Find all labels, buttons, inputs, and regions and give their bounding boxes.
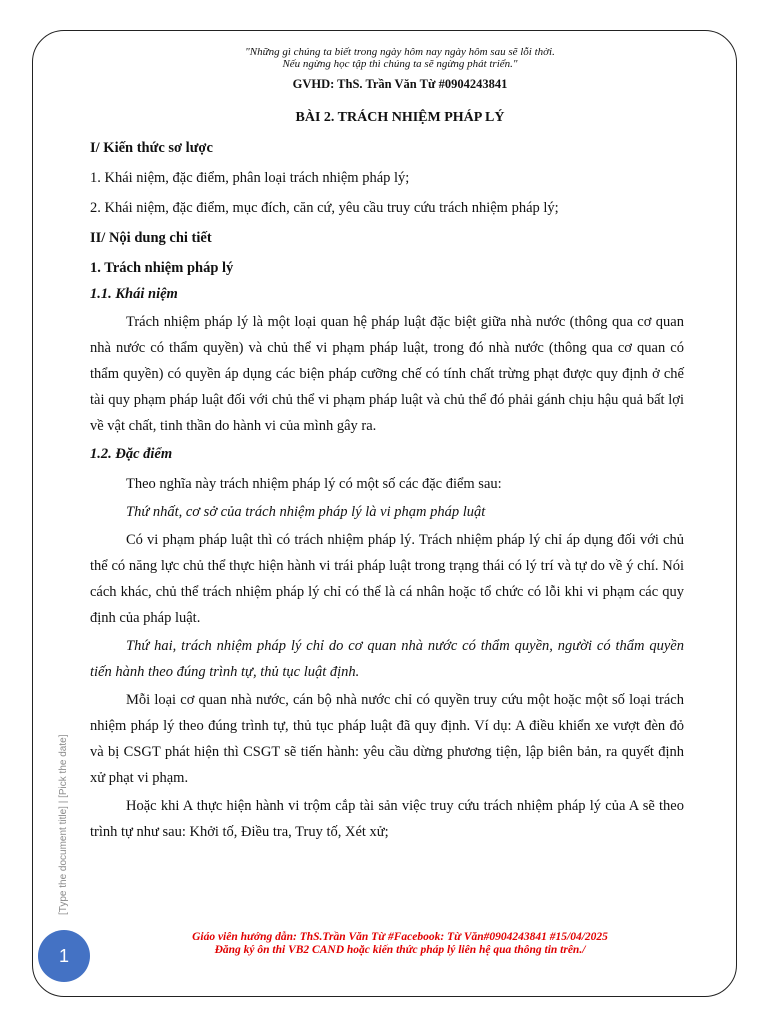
paragraph-point-2-body: Mỗi loại cơ quan nhà nước, cán bộ nhà nước chỉ có quyền truy cứu một hoặc một số loại trách nhiệm pháp lý theo đúng trình tự, thủ tục pháp luật đã quy định. Ví dụ: A điều khiển xe vượt đèn đỏ và bị CSGT phát hiện thì CSGT sẽ tiến hành: yêu cầu dừng phương tiện, lập biên bản, ra quyết định xử phạt vi phạm.	[90, 692, 684, 786]
sidebar-document-title: [Type the document title] | [Pick the date]	[58, 734, 69, 915]
header-quote	[90, 46, 710, 70]
subsection-heading-1-2: 1.2. Đặc điểm	[90, 446, 173, 462]
outline-item-1: 1. Khái niệm, đặc điểm, phân loại trách nhiệm pháp lý;	[90, 170, 410, 186]
footer-line-1: Giáo viên hướng dẫn: ThS.Trần Văn Từ #Facebook: Từ Văn#0904243841 #15/04/2025	[192, 931, 608, 943]
document-body	[90, 135, 684, 845]
quote-line-2: Nếu ngừng học tập thì chúng ta sẽ ngừng phát triển."	[282, 58, 518, 70]
paragraph-point-1-body: Có vi phạm pháp luật thì có trách nhiệm pháp lý. Trách nhiệm pháp lý chỉ áp dụng đối với chủ thể có năng lực chủ thể thực hiện hành vi trái pháp luật trong trạng thái có lý trí và tự do về ý chí. Nói cách khác, chủ thể trách nhiệm pháp lý chỉ có thể là cá nhân hoặc tổ chức có lỗi khi vi phạm các quy định của pháp luật.	[90, 532, 684, 626]
section-heading-2: II/ Nội dung chi tiết	[90, 230, 212, 246]
paragraph-example: Hoặc khi A thực hiện hành vi trộm cắp tài sản việc truy cứu trách nhiệm pháp lý của A sẽ theo trình tự như sau: Khởi tố, Điều tra, Truy tố, Xét xử;	[90, 798, 684, 840]
quote-line-1: "Những gì chúng ta biết trong ngày hôm nay ngày hôm sau sẽ lỗi thời.	[245, 46, 555, 58]
paragraph-intro: Theo nghĩa này trách nhiệm pháp lý có một số các đặc điểm sau:	[126, 476, 502, 492]
footer-note	[90, 931, 710, 957]
document-title: BÀI 2. TRÁCH NHIỆM PHÁP LÝ	[295, 110, 505, 125]
footer-line-2: Đăng ký ôn thi VB2 CAND hoặc kiến thức pháp lý liên hệ qua thông tin trên./	[214, 944, 586, 956]
section-heading-1: I/ Kiến thức sơ lược	[90, 140, 213, 156]
paragraph-point-2: Thứ hai, trách nhiệm pháp lý chỉ do cơ quan nhà nước có thẩm quyền, người có thẩm quyền tiến hành theo đúng trình tự, thủ tục luật định.	[90, 638, 684, 680]
outline-item-2: 2. Khái niệm, đặc điểm, mục đích, căn cứ, yêu cầu truy cứu trách nhiệm pháp lý;	[90, 200, 559, 216]
paragraph-definition: Trách nhiệm pháp lý là một loại quan hệ pháp luật đặc biệt giữa nhà nước (thông qua cơ quan nhà nước có thẩm quyền) và chủ thể vi phạm pháp luật, trong đó nhà nước (thông qua cơ quan có thẩm quyền) có quyền áp dụng các biện pháp cưỡng chế có tính chất trừng phạt được quy định ở chế tài quy phạm pháp luật đối với chủ thể vi phạm pháp luật và chủ thể đó phải gánh chịu hậu quả bất lợi về vật chất, tinh thần do hành vi của mình gây ra.	[90, 314, 684, 434]
page-number-badge	[38, 930, 90, 982]
subsection-heading-1-1: 1.1. Khái niệm	[90, 286, 178, 302]
page-number: 1	[58, 945, 69, 966]
instructor-line: GVHD: ThS. Trần Văn Từ #0904243841	[292, 77, 508, 91]
subsection-heading-1: 1. Trách nhiệm pháp lý	[90, 260, 234, 276]
paragraph-point-1: Thứ nhất, cơ sở của trách nhiệm pháp lý là vi phạm pháp luật	[126, 504, 486, 520]
